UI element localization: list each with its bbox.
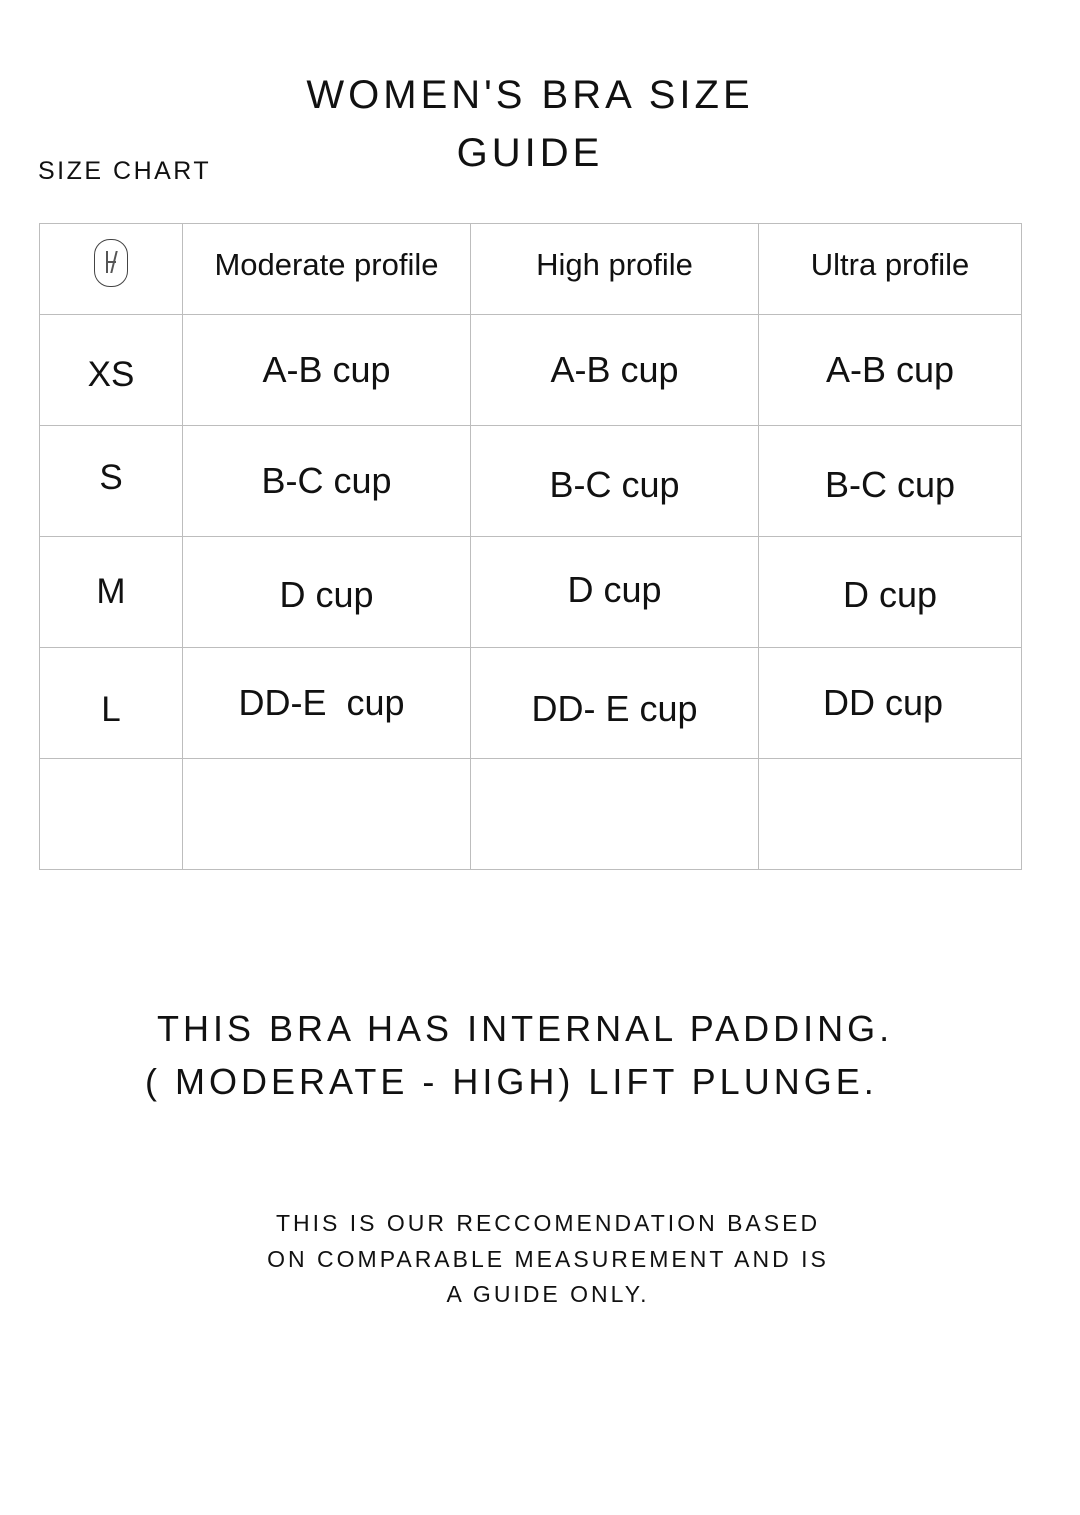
disclaimer-line-3: A GUIDE ONLY.: [446, 1281, 650, 1307]
ultra-cell: A-B cup: [759, 315, 1022, 426]
size-cell: L: [40, 648, 183, 759]
high-cell: DD- E cup: [471, 648, 759, 759]
disclaimer-line-2: ON COMPARABLE MEASUREMENT AND IS: [267, 1245, 829, 1272]
moderate-cell: A-B cup: [183, 315, 471, 426]
moderate-cell: DD-E cup: [183, 648, 471, 759]
table-header-moderate-profile: Moderate profile: [183, 224, 471, 315]
table-header-logo-cell: [40, 224, 183, 315]
table-row: [40, 537, 1022, 648]
size-cell: XS: [40, 315, 183, 426]
page-title-line-2: GUIDE: [456, 131, 604, 175]
disclaimer-line-1: THIS IS OUR RECCOMENDATION BASED: [275, 1210, 821, 1236]
size-chart-label: SIZE CHART: [38, 157, 212, 185]
table-header-ultra-profile: Ultra profile: [759, 224, 1022, 315]
moderate-cell: D cup: [183, 537, 471, 648]
ultra-cell: DD cup: [759, 648, 1022, 759]
ultra-cell: B-C cup: [759, 426, 1022, 537]
lift-note: ( MODERATE - HIGH) LIFT PLUNGE.: [145, 1061, 878, 1102]
table-header-row: [40, 224, 1022, 315]
high-cell: A-B cup: [471, 315, 759, 426]
page-title: [230, 66, 830, 182]
high-cell: D cup: [471, 537, 759, 648]
table-row-empty: [40, 759, 1022, 870]
padding-note: THIS BRA HAS INTERNAL PADDING.: [157, 1008, 894, 1049]
size-table: [39, 223, 1022, 870]
table-row: [40, 426, 1022, 537]
size-cell: S: [40, 426, 183, 537]
table-row: [40, 648, 1022, 759]
page-title-line-1: WOMEN'S BRA SIZE: [306, 73, 754, 117]
high-cell: B-C cup: [471, 426, 759, 537]
ultra-cell: D cup: [759, 537, 1022, 648]
table-row: [40, 315, 1022, 426]
hl-monogram-icon: [94, 239, 128, 287]
size-cell: M: [40, 537, 183, 648]
table-header-high-profile: High profile: [471, 224, 759, 315]
disclaimer: [210, 1206, 886, 1313]
moderate-cell: B-C cup: [183, 426, 471, 537]
